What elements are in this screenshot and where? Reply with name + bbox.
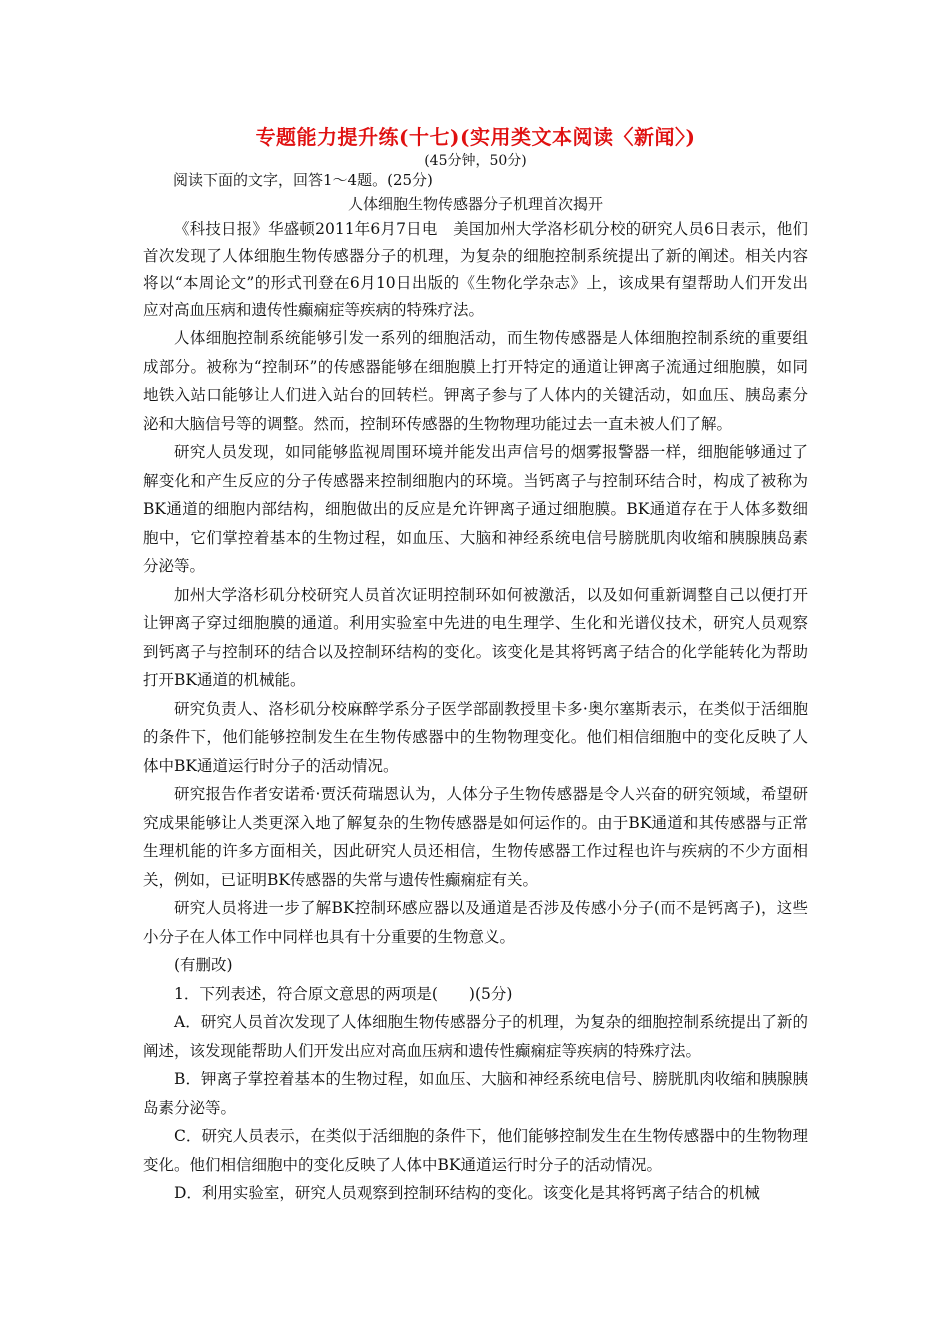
option-d: D．利用实验室，研究人员观察到控制环结构的变化。该变化是其将钙离子结合的机械 bbox=[174, 1184, 760, 1202]
article-paragraph: 研究报告作者安诺希·贾沃荷瑞恩认为，人体分子生物传感器是令人兴奋的研究领域，希望研究成果能够让人类更深入地了解复杂的生物传感器是如何运作的。由于BK通道和其传感器与正常生理机能的许多方面相关，因此研究人员还相信，生物传感器工作过程也许与疾病的不少方面相关，例如，已证明BK传感器的失常与遗传性癫痫症有关。 bbox=[143, 785, 808, 889]
time-score-note: (45分钟，50分) bbox=[424, 153, 527, 169]
document-title: 专题能力提升练(十七)(实用类文本阅读〈新闻〉) bbox=[255, 125, 696, 149]
article-paragraph: 《科技日报》华盛顿2011年6月7日电 美国加州大学洛杉矶分校的研究人员6日表示，他们首次发现了人体细胞生物传感器分子的机理，为复杂的细胞控制系统提出了新的阐述。相关内容将以“本周论文”的形式刊登在6月10日出版的《生物化学杂志》上，该成果有望帮助人们开发出应对高血压病和遗传性癫痫症等疾病的特殊疗法。 bbox=[143, 220, 808, 319]
option-b: B．钾离子掌控着基本的生物过程，如血压、大脑和神经系统电信号、膀胱肌肉收缩和胰腺胰岛素分泌等。 bbox=[143, 1070, 808, 1117]
question-1: 1．下列表述，符合原文意思的两项是( )(5分) bbox=[174, 984, 513, 1003]
article-paragraph: 人体细胞控制系统能够引发一系列的细胞活动，而生物传感器是人体细胞控制系统的重要组成部分。被称为“控制环”的传感器能够在细胞膜上打开特定的通道让钾离子流通过细胞膜，如同地铁入站口能够让人们进入站台的回转栏。钾离子参与了人体内的关键活动，如血压、胰岛素分泌和大脑信号等的调整。然而，控制环传感器的生物物理功能过去一直未被人们了解。 bbox=[143, 329, 808, 433]
article-paragraph: 加州大学洛杉矶分校研究人员首次证明控制环如何被激活，以及如何重新调整自己以便打开让钾离子穿过细胞膜的通道。利用实验室中先进的电生理学、生化和光谱仪技术，研究人员观察到钙离子与控制环的结合以及控制环结构的变化。该变化是其将钙离子结合的化学能转化为帮助打开BK通道的机械能。 bbox=[143, 585, 808, 689]
edit-note: (有删改) bbox=[174, 956, 233, 974]
document-page bbox=[143, 122, 808, 1208]
article-title: 人体细胞生物传感器分子机理首次揭开 bbox=[347, 195, 603, 213]
option-c: C．研究人员表示，在类似于活细胞的条件下，他们能够控制发生在生物传感器中的生物物理变化。他们相信细胞中的变化反映了人体中BK通道运行时分子的活动情况。 bbox=[143, 1127, 808, 1174]
article-paragraph: 研究负责人、洛杉矶分校麻醉学系分子医学部副教授里卡多·奥尔塞斯表示，在类似于活细胞的条件下，他们能够控制发生在生物传感器中的生物物理变化。他们相信细胞中的变化反映了人体中BK通道运行时分子的活动情况。 bbox=[143, 699, 808, 775]
reading-instruction: 阅读下面的文字，回答1～4题。(25分) bbox=[173, 171, 433, 189]
option-a: A．研究人员首次发现了人体细胞生物传感器分子的机理，为复杂的细胞控制系统提出了新的阐述，该发现能帮助人们开发出应对高血压病和遗传性癫痫症等疾病的特殊疗法。 bbox=[143, 1013, 808, 1060]
article-paragraph: 研究人员发现，如同能够监视周围环境并能发出声信号的烟雾报警器一样，细胞能够通过了解变化和产生反应的分子传感器来控制细胞内的环境。当钙离子与控制环结合时，构成了被称为BK通道的细胞内部结构，细胞做出的反应是允许钾离子通过细胞膜。BK通道存在于人体多数细胞中，它们掌控着基本的生物过程，如血压、大脑和神经系统电信号膀胱肌肉收缩和胰腺胰岛素分泌等。 bbox=[143, 443, 808, 575]
article-paragraph: 研究人员将进一步了解BK控制环感应器以及通道是否涉及传感小分子(而不是钙离子)，这些小分子在人体工作中同样也具有十分重要的生物意义。 bbox=[143, 899, 808, 946]
